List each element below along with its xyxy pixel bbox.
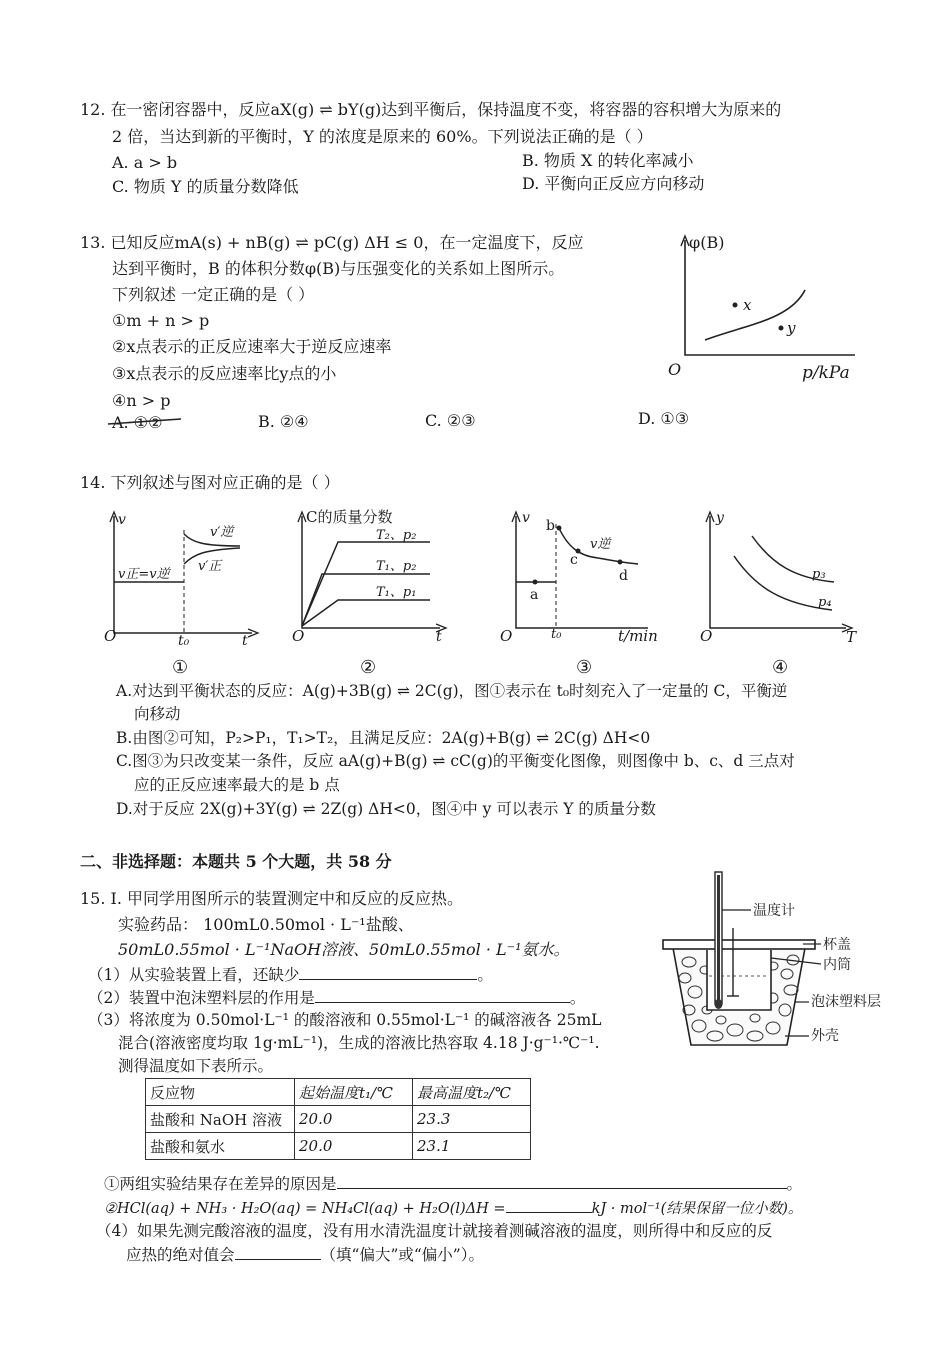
- q15-part4-text: 应热的绝对值会: [126, 1246, 235, 1264]
- q12-option-a: A. a > b: [112, 153, 178, 172]
- q12-option-b: B. 物质 X 的转化率减小: [522, 151, 694, 170]
- g3-t0: t₀: [551, 627, 562, 642]
- g3-tmin: t/min: [618, 627, 658, 645]
- g2-origin: O: [292, 627, 305, 645]
- q13-option-b: B. ②④: [258, 412, 309, 431]
- q15-part1-text: （1）从实验装置上看，还缺少: [88, 966, 300, 984]
- g4-origin: O: [700, 627, 713, 645]
- label-outer-shell: 外壳: [811, 1028, 839, 1044]
- g4-num: ④: [772, 657, 789, 678]
- g4-p4: p₄: [818, 595, 832, 610]
- q15-part4-line2: [126, 1245, 484, 1265]
- g1-t0: t₀: [178, 633, 190, 649]
- q13-stem-line1: 13. 已知反应mA(s) + nB(g) ⇌ pC(g) ΔH ≤ 0，在一定温度下，反应: [80, 233, 584, 252]
- table-header: 起始温度t₁/℃: [295, 1079, 413, 1106]
- table-cell: 23.3: [413, 1106, 531, 1133]
- q15-reagents-line2: 50mL0.55mol · L⁻¹NaOH溶液、50mL0.55mol · L⁻¹氨水。: [118, 940, 570, 959]
- g3-v: v: [522, 510, 530, 526]
- table-row: [146, 1106, 531, 1133]
- section-heading: 二、非选择题：本题共 5 个大题，共 58 分: [80, 852, 392, 871]
- g3-b: b: [546, 518, 555, 534]
- q13-graph: [665, 230, 865, 383]
- g1-v: v: [118, 512, 126, 528]
- q13-item1: ①m + n > p: [112, 311, 210, 330]
- q15-part3-line1: （3）将浓度为 0.50mol·L⁻¹ 的酸溶液和 0.55mol·L⁻¹ 的碱溶液各 25mL: [88, 1011, 602, 1029]
- q13-stem-line3: 下列叙述 一定正确的是（ ）: [112, 285, 315, 304]
- q14-graph-4: [698, 508, 868, 678]
- g1-origin: O: [104, 627, 117, 645]
- q15-part3-line3: 测得温度如下表所示。: [118, 1057, 274, 1075]
- q13-option-d: D. ①③: [638, 409, 690, 428]
- q15-part2: [88, 988, 585, 1008]
- q13-point-y: y: [787, 319, 796, 337]
- table-cell: 20.0: [295, 1106, 413, 1133]
- q12-stem-line2: 2 倍，当达到新的平衡时，Y 的浓度是原来的 60%。下列说法正确的是（ ）: [112, 127, 653, 146]
- g3-c: c: [570, 552, 578, 568]
- g1-vprime-rev: v′逆: [210, 525, 234, 540]
- q14-graph-2: [290, 508, 460, 678]
- q13-stem-line2: 达到平衡时，B 的体积分数φ(B)与压强变化的关系如上图所示。: [112, 259, 565, 278]
- results-table: [145, 1078, 531, 1160]
- q15-part2-end: 。: [569, 989, 586, 1007]
- g1-t: t: [242, 633, 248, 649]
- q15-sub2-unit: kJ · mol⁻¹(结果保留一位小数)。: [591, 1201, 803, 1217]
- g2-t: t: [436, 629, 442, 645]
- calorimeter-diagram: [655, 870, 885, 1055]
- label-foam-layer: 泡沫塑料层: [811, 994, 881, 1010]
- g1-eq: v正=v逆: [118, 567, 170, 582]
- table-cell: 20.0: [295, 1133, 413, 1160]
- q13-item3: ③x点表示的反应速率比y点的小: [112, 364, 337, 383]
- q14-option-a-line1: A.对达到平衡状态的反应：A(g)+3B(g) ⇌ 2C(g)，图①表示在 t₀时刻充入了一定量的 C，平衡逆: [116, 682, 788, 700]
- q15-sub2-text: ②HCl(aq) + NH₃ · H₂O(aq) = NH₄Cl(aq) + H₂O(l)ΔH =: [104, 1201, 506, 1217]
- g3-vrev: v逆: [590, 537, 611, 552]
- q14-option-c-line2: 应的正反应速率最大的是 b 点: [134, 776, 340, 794]
- q15-part3-line2: 混合(溶液密度均取 1g·mL⁻¹)，生成的溶液比热容取 4.18 J·g⁻¹·℃⁻¹.: [118, 1034, 600, 1052]
- q13-point-x: x: [743, 296, 752, 314]
- g4-y: y: [716, 510, 724, 526]
- g2-curve3: T₁、p₁: [376, 585, 417, 600]
- q14-stem: 14. 下列叙述与图对应正确的是（ ）: [80, 473, 340, 492]
- g4-T: T: [846, 628, 857, 646]
- table-row: [146, 1133, 531, 1160]
- q14-option-b: B.由图②可知，P₂>P₁，T₁>T₂，且满足反应：2A(g)+B(g) ⇌ 2C(g) ΔH<0: [116, 729, 651, 747]
- label-lid: 杯盖: [823, 937, 851, 953]
- g3-a: a: [530, 587, 539, 603]
- q13-option-c: C. ②③: [425, 411, 476, 430]
- q15-sub1-blank[interactable]: [337, 1174, 787, 1189]
- table-cell: 盐酸和氨水: [146, 1133, 295, 1160]
- q15-part2-blank[interactable]: [315, 988, 570, 1003]
- g4-p3: p₃: [812, 567, 826, 582]
- g2-num: ②: [360, 657, 377, 678]
- q14-graph-3: [498, 508, 678, 678]
- g3-d: d: [619, 568, 628, 584]
- g1-num: ①: [172, 657, 189, 678]
- q14-option-d: D.对于反应 2X(g)+3Y(g) ⇌ 2Z(g) ΔH<0，图④中 y 可以表示 Y 的质量分数: [116, 800, 656, 818]
- q13-item4: ④n > p: [112, 391, 171, 410]
- q12-option-c: C. 物质 Y 的质量分数降低: [112, 177, 299, 196]
- table-cell: 盐酸和 NaOH 溶液: [146, 1106, 295, 1133]
- q15-sub1: [104, 1174, 802, 1194]
- q15-intro: 15. Ⅰ. 甲同学用图所示的装置测定中和反应的反应热。: [80, 889, 464, 908]
- q15-sub1-text: ①两组实验结果存在差异的原因是: [104, 1175, 337, 1193]
- q12-stem-line1: 12. 在一密闭容器中，反应aX(g) ⇌ bY(g)达到平衡后，保持温度不变，将容器的容积增大为原来的: [80, 100, 782, 119]
- q15-part4-blank[interactable]: [235, 1245, 321, 1260]
- q13-xlabel: p/kPa: [802, 363, 850, 383]
- q14-option-a-line2: 向移动: [134, 705, 181, 723]
- label-thermometer: 温度计: [753, 903, 795, 919]
- q15-part4-line1: （4）如果先测完酸溶液的温度，没有用水清洗温度计就接着测碱溶液的温度，则所得中和反应的反: [96, 1222, 773, 1240]
- q15-sub1-end: 。: [786, 1175, 803, 1193]
- q15-part4-end: （填“偏大”或“偏小”）。: [320, 1246, 484, 1264]
- q14-option-c-line1: C.图③为只改变某一条件，反应 aA(g)+B(g) ⇌ cC(g)的平衡变化图像，则图像中 b、c、d 三点对: [116, 752, 795, 770]
- q13-item2: ②x点表示的正反应速率大于逆反应速率: [112, 337, 392, 356]
- q12-option-d: D. 平衡向正反应方向移动: [522, 174, 705, 193]
- q13-origin: O: [668, 360, 682, 379]
- q15-part1-end: 。: [477, 966, 493, 984]
- q15-part1: [88, 965, 493, 985]
- g2-curve2: T₁、p₂: [376, 559, 417, 574]
- table-header: 反应物: [146, 1079, 295, 1106]
- g1-vprime-fwd: v′正: [198, 559, 222, 574]
- label-inner-cup: 内筒: [823, 957, 851, 973]
- table-header-row: [146, 1079, 531, 1106]
- q15-reagents-line1: 实验药品： 100mL0.50mol · L⁻¹盐酸、: [118, 915, 414, 934]
- q13-option-a: A. ①②: [112, 413, 163, 432]
- q15-sub2-blank[interactable]: [506, 1198, 592, 1213]
- q15-part1-blank[interactable]: [299, 965, 477, 980]
- g2-title: C的质量分数: [306, 508, 393, 526]
- strike-mark: [106, 416, 186, 426]
- g2-curve1: T₂、p₂: [376, 528, 417, 543]
- q14-graph-1: [102, 508, 262, 678]
- g3-num: ③: [576, 657, 593, 678]
- q15-part2-text: （2）装置中泡沫塑料层的作用是: [88, 989, 315, 1007]
- q15-sub2: [104, 1198, 802, 1218]
- g3-origin: O: [500, 627, 513, 645]
- table-cell: 23.1: [413, 1133, 531, 1160]
- q13-ylabel: φ(B): [689, 233, 725, 252]
- table-header: 最高温度t₂/℃: [413, 1079, 531, 1106]
